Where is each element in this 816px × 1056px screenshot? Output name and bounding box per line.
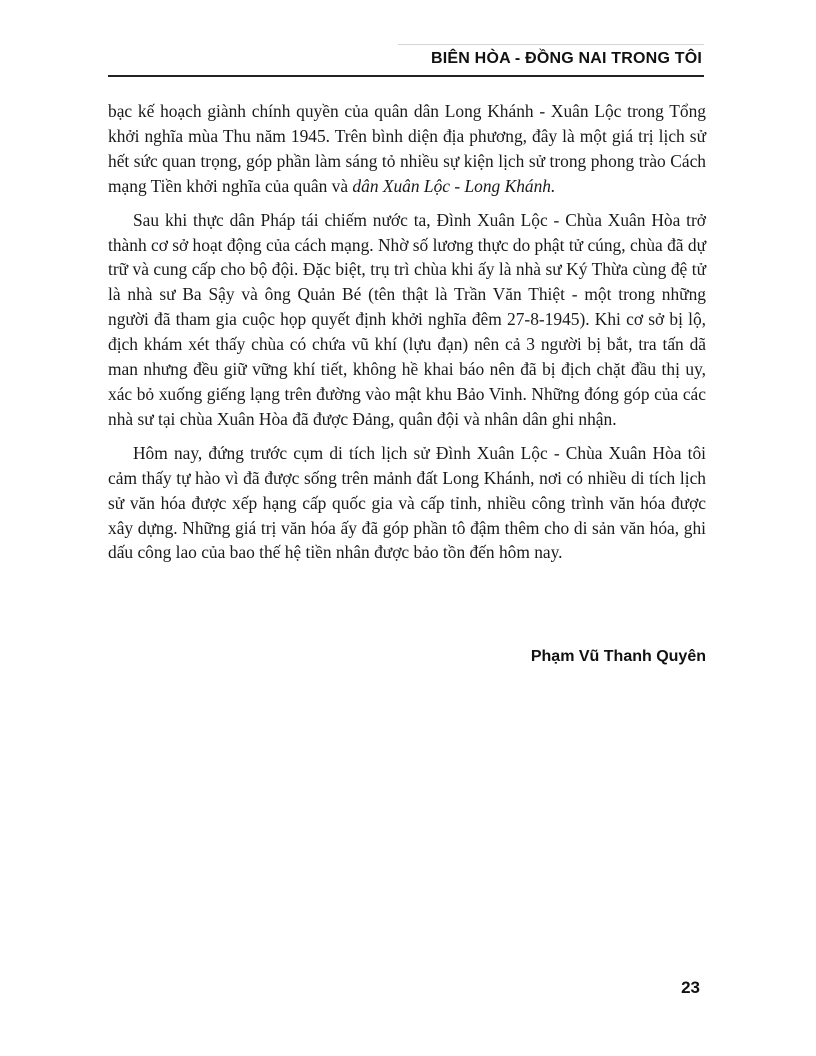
page-number: 23	[681, 978, 700, 997]
paragraph-3: Hôm nay, đứng trước cụm di tích lịch sử Đình Xuân Lộc - Chùa Xuân Hòa tôi cảm thấy tự hào vì đã được sống trên mảnh đất Long Khánh, nơi có nhiều di tích lịch sử văn hóa được xếp hạng cấp quốc gia và cấp tỉnh, nhiều công trình văn hóa được xây dựng. Những giá trị văn hóa ấy đã góp phần tô đậm thêm cho di sản văn hóa, ghi dấu công lao của bao thế hệ tiền nhân được bảo tồn đến hôm nay.	[108, 442, 706, 563]
header-top-line	[398, 44, 704, 45]
author-signature: Phạm Vũ Thanh Quyên	[530, 648, 706, 665]
paragraph-1-text: bạc kế hoạch giành chính quyền của quân dân Long Khánh - Xuân Lộc trong Tổng khởi nghĩa mùa Thu năm 1945. Trên bình diện địa phương, đây là một giá trị lịch sử hết sức quan trọng, góp phần làm sáng tỏ nhiều sự kiện lịch sử trong phong trào Cách mạng Tiền khởi nghĩa của quân và	[108, 101, 706, 196]
page-header	[0, 0, 816, 90]
page-body	[108, 99, 706, 574]
running-header-title: BIÊN HÒA - ĐỒNG NAI TRONG TÔI	[431, 50, 702, 67]
paragraph-1-italic-text: dân Xuân Lộc - Long Khánh.	[352, 175, 556, 196]
paragraph-2: Sau khi thực dân Pháp tái chiếm nước ta, Đình Xuân Lộc - Chùa Xuân Hòa trở thành cơ sở hoạt động của cách mạng. Nhờ số lương thực do phật tử cúng, chùa đã dự trữ và cung cấp cho bộ đội. Đặc biệt, trụ trì chùa khi ấy là nhà sư Ký Thừa cùng đệ tử là nhà sư Ba Sậy và ông Quản Bé (tên thật là Trần Văn Thiệt - một trong những người đã tham gia cuộc họp quyết định khởi nghĩa đêm 27-8-1945). Khi cơ sở bị lộ, địch khám xét thấy chùa có chứa vũ khí (lựu đạn) nên cả 3 người bị bắt, tra tấn dã man nhưng đều giữ vững khí tiết, không hề khai báo nên đã bị địch chặt đầu thị uy, xác bỏ xuống giếng lạng trên đường vào mật khu Bảo Vinh. Những đóng góp của các nhà sư tại chùa Xuân Hòa đã được Đảng, quân đội và nhân dân ghi nhận.	[108, 209, 706, 429]
paragraph-1	[108, 99, 706, 199]
header-divider	[108, 75, 704, 77]
